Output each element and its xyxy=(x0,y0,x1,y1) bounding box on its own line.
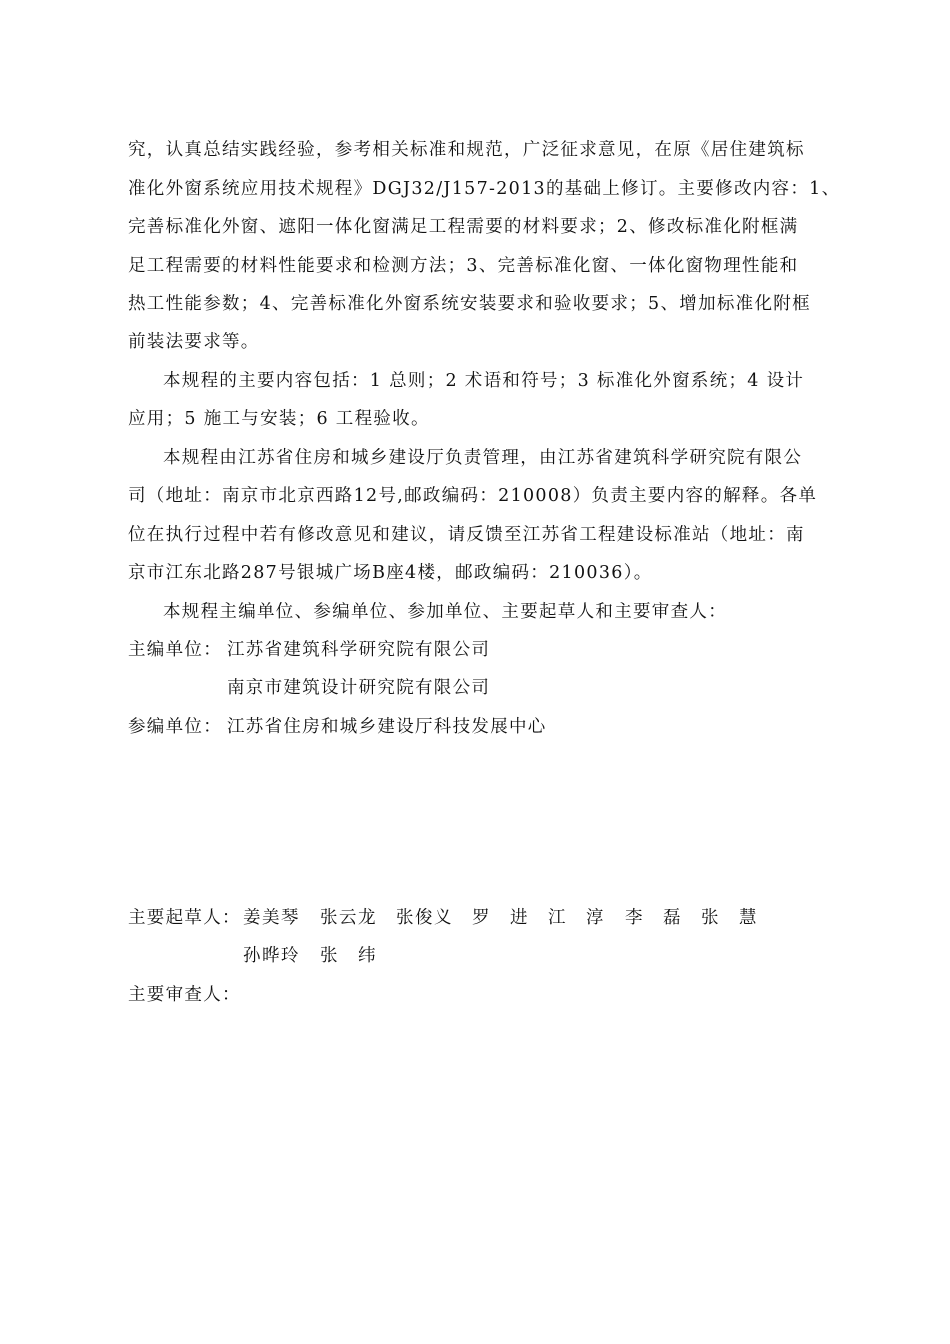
paragraph-3-line-2: 司（地址：南京市北京西路12号,邮政编码：210008）负责主要内容的解释。各单 xyxy=(128,486,818,506)
paragraph-2-line-1: 本规程的主要内容包括：1 总则；2 术语和符号；3 标准化外窗系统；4 设计 xyxy=(163,371,805,391)
paragraph-4-line-1: 本规程主编单位、参编单位、参加单位、主要起草人和主要审查人： xyxy=(163,602,727,622)
drafter-name: 罗 进 xyxy=(472,908,529,928)
paragraph-2-line-2: 应用；5 施工与安装；6 工程验收。 xyxy=(128,409,430,429)
drafter-name: 孙晔玲 xyxy=(243,946,300,966)
participating-unit-label: 参编单位： xyxy=(128,717,222,737)
paragraph-3-line-3: 位在执行过程中若有修改意见和建议，请反馈至江苏省工程建设标准站（地址：南 xyxy=(128,525,805,545)
chief-editor-unit-2: 南京市建筑设计研究院有限公司 xyxy=(227,678,491,698)
paragraph-3-line-1: 本规程由江苏省住房和城乡建设厅负责管理，由江苏省建筑科学研究院有限公 xyxy=(163,448,803,468)
paragraph-1-line-5: 热工性能参数；4、完善标准化外窗系统安装要求和验收要求；5、增加标准化附框 xyxy=(128,294,811,314)
participating-unit-1: 江苏省住房和城乡建设厅科技发展中心 xyxy=(227,717,547,737)
drafters-label: 主要起草人： xyxy=(128,908,241,928)
chief-editor-label: 主编单位： xyxy=(128,640,222,660)
drafter-name: 张 纬 xyxy=(320,946,377,966)
paragraph-1-line-3: 完善标准化外窗、遮阳一体化窗满足工程需要的材料要求；2、修改标准化附框满 xyxy=(128,217,799,237)
chief-editor-unit-1: 江苏省建筑科学研究院有限公司 xyxy=(227,640,491,660)
drafter-name: 李 磊 xyxy=(625,908,682,928)
paragraph-1-line-6: 前装法要求等。 xyxy=(128,332,260,352)
drafter-name: 江 淳 xyxy=(548,908,605,928)
paragraph-1-line-4: 足工程需要的材料性能要求和检测方法；3、完善标准化窗、一体化窗物理性能和 xyxy=(128,256,799,276)
drafter-name: 姜美琴 xyxy=(243,908,300,928)
paragraph-1-line-1: 究，认真总结实践经验，参考相关标准和规范，广泛征求意见，在原《居住建筑标 xyxy=(128,140,805,160)
drafter-name: 张云龙 xyxy=(320,908,377,928)
drafter-name: 张 慧 xyxy=(701,908,758,928)
paragraph-1-line-2: 准化外窗系统应用技术规程》DGJ32/J157-2013的基础上修订。主要修改内容：1、 xyxy=(128,179,841,199)
paragraph-3-line-4: 京市江东北路287号银城广场B座4楼，邮政编码：210036）。 xyxy=(128,563,653,583)
reviewers-label: 主要审查人： xyxy=(128,985,241,1005)
drafter-name: 张俊义 xyxy=(396,908,453,928)
